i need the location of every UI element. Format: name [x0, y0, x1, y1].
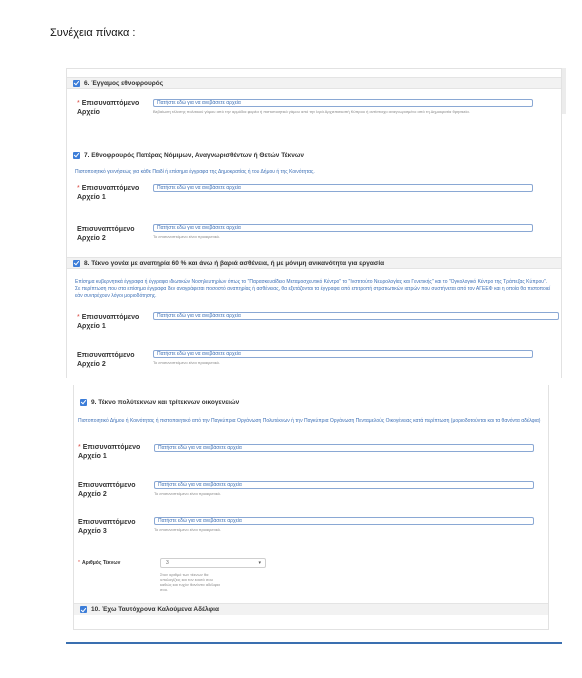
- section-7-file2-label: Επισυναπτόμενο Αρχείο 2: [77, 226, 135, 242]
- section-9-file1-label: * Επισυναπτόμενο Αρχείο 1: [78, 444, 141, 460]
- section-6-upload-field[interactable]: Πατήστε εδώ για να ανεβάσετε αρχεία: [153, 99, 533, 107]
- section-8-upload-field-1[interactable]: Πατήστε εδώ για να ανεβάσετε αρχεία: [153, 312, 559, 320]
- section-10-title: 10. Έχω Ταυτόχρονα Καλούμενα Αδέλφια: [91, 606, 219, 613]
- section-8-optional-hint: Το επισυναπτόμενο είναι προαιρετικό.: [153, 360, 220, 365]
- section-7-header: [67, 149, 561, 161]
- section-7-upload-field-1[interactable]: Πατήστε εδώ για να ανεβάσετε αρχεία: [153, 184, 533, 192]
- checkbox-checked-icon[interactable]: [80, 399, 87, 406]
- children-count-hint: Στον αριθμό των τέκνων θα υπολογίζεις και τον εαυτό σου καθώς και τυχόν θανόντα αδέλφια σου.: [160, 572, 220, 592]
- section-7-file1-label: * Επισυναπτόμενο Αρχείο 1: [77, 185, 140, 201]
- section-9-upload-field-2[interactable]: Πατήστε εδώ για να ανεβάσετε αρχεία: [154, 481, 534, 489]
- checkbox-checked-icon[interactable]: [73, 80, 80, 87]
- children-count-label: * Αριθμός Τέκνων: [78, 560, 121, 566]
- section-10-header: [74, 603, 548, 615]
- section-6-header: [67, 77, 561, 89]
- checkbox-checked-icon[interactable]: [80, 606, 87, 613]
- section-9-optional-hint-3: Το επισυναπτόμενο είναι προαιρετικό.: [154, 527, 221, 532]
- section-8-description: Επίσημα κυβερνητικά έγγραφα ή έγγραφα ιδιωτικών Νοσηλευτηρίων όπως το "Παρασκευαΐδειο Μεταμοσχευτικό Κέντρο" το "Ινστιτούτο Νευρολογίας και Γενετικής" και το "Ογκολογικό Κέντρο της Τράπεζας Κύπρου". Σε περίπτωση που στα επίσημα έγγραφα δεν αναγράφεται ποσοστό αναπηρίας ή ασθένειας, θα εξετάζονται τα έγγραφα από επιτροπή στρατιωτικών ιατρών που συστήνεται από τον ΑΓΕΕΦ και η οποία θα πιστοποιεί εάν συντρέχουν λόγοι μοριοδότησης.: [75, 279, 551, 299]
- section-9-file2-label: Επισυναπτόμενο Αρχείο 2: [78, 482, 136, 498]
- page-title: Συνέχεια πίνακα :: [50, 27, 136, 39]
- section-9-upload-field-1[interactable]: Πατήστε εδώ για να ανεβάσετε αρχεία: [154, 444, 534, 452]
- section-8-file2-label: Επισυναπτόμενο Αρχείο 2: [77, 352, 135, 368]
- section-9-title: 9. Τέκνο πολύτεκνων και τρίτεκνων οικογενειών: [91, 398, 240, 406]
- checkbox-checked-icon[interactable]: [73, 260, 80, 267]
- section-7-upload-field-2[interactable]: Πατήστε εδώ για να ανεβάσετε αρχεία: [153, 224, 533, 232]
- scrollbar[interactable]: [562, 68, 566, 114]
- section-8-file1-label: * Επισυναπτόμενο Αρχείο 1: [77, 314, 140, 330]
- section-9-upload-field-3[interactable]: Πατήστε εδώ για να ανεβάσετε αρχεία: [154, 517, 534, 525]
- section-8-upload-field-2[interactable]: Πατήστε εδώ για να ανεβάσετε αρχεία: [153, 350, 533, 358]
- section-7-optional-hint: Το επισυναπτόμενο είναι προαιρετικό.: [153, 234, 220, 239]
- form-panel-lower: [73, 385, 549, 630]
- section-6-file-label: * Επισυναπτόμενο Αρχείο: [77, 100, 140, 116]
- form-bottom-divider: [66, 642, 562, 644]
- section-8-header: [67, 257, 561, 269]
- section-9-header: [74, 396, 548, 408]
- section-7-description: Πιστοποιητικό γεννήσεως για κάθε Παιδί ή επίσημα έγγραφα της Δημοκρατίας ή του Δήμου ή της Κοινότητας.: [75, 169, 315, 175]
- section-6-title: 6. Έγγαμος εθνοφρουρός: [84, 79, 164, 87]
- section-8-title: 8. Τέκνο γονέα με αναπηρία 60 % και άνω ή βαριά ασθένεια, ή με μόνιμη ανικανότητα για εργασία: [84, 259, 385, 267]
- checkbox-checked-icon[interactable]: [73, 152, 80, 159]
- section-9-description: Πιστοποιητικό Δήμου ή Κοινότητας ή πιστοποιητικό από την Παγκύπρια Οργάνωση Πολυτέκνων ή την Παγκύπρια Οργάνωση Πενταμελούς Οικογένειας κατά περίπτωση (μοριοδοτούνται και τα θανόντα αδέλφια): [78, 418, 541, 424]
- section-9-file3-label: Επισυναπτόμενο Αρχείο 3: [78, 519, 136, 535]
- section-6-hint: Βεβαίωση τέλεσης πολιτικού γάμου από την αρμόδια φορέα ή πιστοποιητικό γάμου από την Ιερά Αρχιεπισκοπή Κύπρου ή αντίστοιχο αναγνωρισμένο από τη Δημοκρατία θρησκεία.: [153, 109, 470, 114]
- chevron-down-icon: ▾: [258, 560, 261, 566]
- section-9-optional-hint-2: Το επισυναπτόμενο είναι προαιρετικό.: [154, 491, 221, 496]
- section-7-title: 7. Εθνοφρουρός Πατέρας Νόμιμων, Αναγνωρισθέντων ή Θετών Τέκνων: [84, 151, 304, 159]
- form-panel-upper: [66, 68, 562, 378]
- children-count-select[interactable]: 3 ▾: [160, 558, 266, 568]
